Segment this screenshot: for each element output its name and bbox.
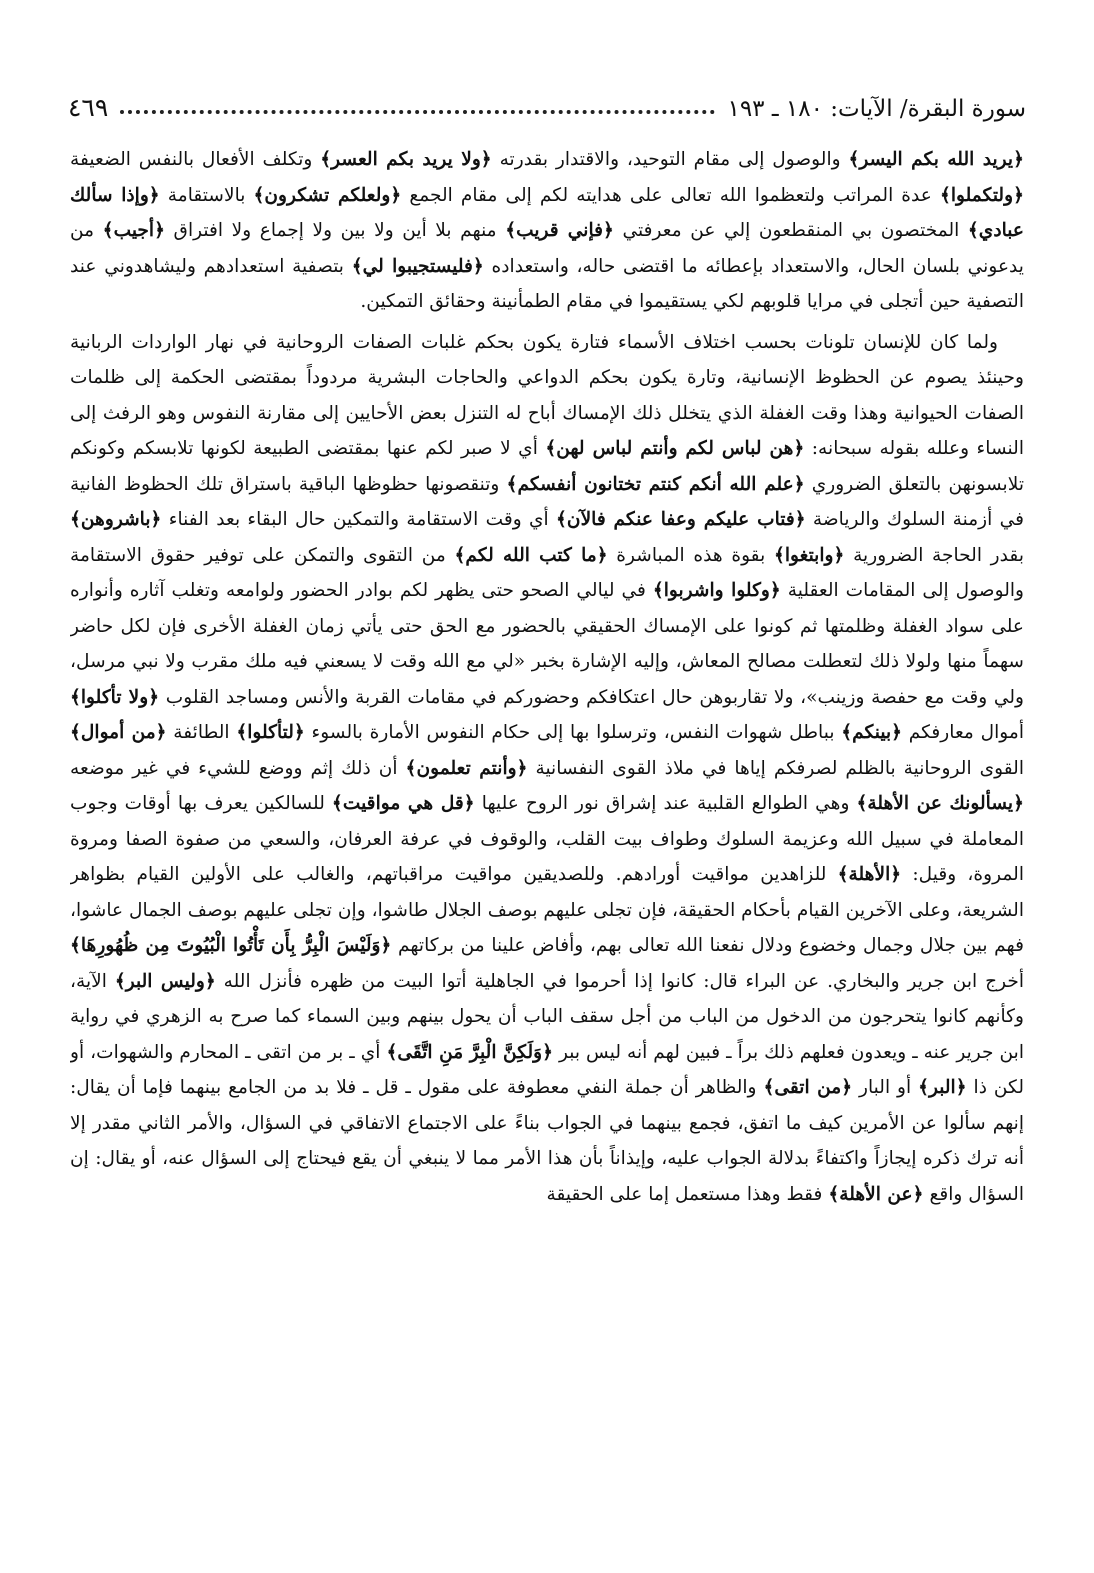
body-text: منهم بلا أين ولا بين ولا إجماع ولا افتراق	[165, 220, 506, 241]
quran-quote: ﴿وليس البر﴾	[114, 970, 216, 992]
body-text: وتكلف الأفعال بالنفس الضعيفة	[70, 149, 321, 170]
quran-quote: ﴿وأنتم تعلمون﴾	[405, 757, 528, 779]
body-text: والوصول إلى مقام التوحيد، والاقتدار بقدرته	[491, 149, 849, 170]
running-title: سورة البقرة/ الآيات: ١٨٠ ـ ١٩٣	[727, 96, 1026, 122]
quran-quote: ﴿ولتكملوا﴾	[939, 184, 1024, 206]
body-text: أخرج ابن جرير والبخاري. عن البراء قال: كانوا إذا أحرموا في الجاهلية أتوا البيت من ظهره فأنزل الله	[215, 970, 1024, 992]
quran-quote: ﴿يريد الله بكم اليسر﴾	[848, 149, 1024, 170]
paragraph	[70, 142, 1024, 320]
quran-quote: ﴿ولا تأكلوا﴾	[70, 686, 160, 708]
quran-quote: ﴿هن لباس لكم وأنتم لباس لهن﴾	[545, 438, 805, 459]
quran-quote: ﴿ما كتب الله لكم﴾	[454, 544, 608, 566]
quran-quote: ﴿علم الله أنكم كنتم تختانون أنفسكم﴾	[506, 473, 805, 495]
body-text: للسالكين يعرف بها أوقات وجوب المعاملة في سبيل الله وعزيمة السلوك وطواف بيت القلب، والوقوف في عرفة العرفان، والسعي من صفوة الصفا ومروة المروة، وقيل:	[70, 793, 1024, 885]
body-text: بقدر الحاجة الضرورية	[844, 544, 1024, 566]
body-text: من يدعوني بلسان الحال، والاستعداد بإعطائه ما اقتضى حاله، واستعداده	[70, 220, 1024, 277]
quran-quote: ﴿وابتغوا﴾	[773, 544, 845, 566]
paragraph	[70, 325, 1024, 1213]
quran-quote: ﴿فليستجيبوا لي﴾	[351, 255, 484, 277]
body-text: بالاستقامة	[159, 184, 254, 206]
body-text: أن ذلك إثم ووضع للشيء في غير موضعه	[70, 757, 406, 779]
body-text: للزاهدين مواقيت أورادهم. وللصديقين مواقيت مراقباتهم، والغالب على الأولين القيام بظواهر الشريعة، وعلى الآخرين القيام بأحكام الحقيقة، فإن تجلى عليهم بوصف الجلال طاشوا، وإن تجلى عليهم بوصف الجمال عاشوا، فهم بين جلال وجمال وخضوع ودلال نفعنا الله تعالى بهم، وأفاض علينا من بركاتهم	[70, 864, 1024, 956]
body-text: أو البار	[852, 1077, 919, 1098]
quran-quote: ﴿عن الأهلة﴾	[828, 1183, 924, 1205]
body-text: الطائفة	[166, 722, 237, 743]
body-text: الآية، وكأنهم كانوا يتحرجون من الدخول من الباب من أجل سقف الباب أن يحول بينهم وبين السماء كما صرح به الزهري في رواية ابن جرير عنه ـ ويعدون فعلهم ذلك براً ـ فبين لهم أنه ليس ببر	[70, 970, 1024, 1063]
quran-quote: ﴿قل هي مواقيت﴾	[331, 793, 475, 814]
quran-quote: ﴿فتاب عليكم وعفا عنكم فالآن﴾	[556, 509, 806, 530]
quran-quote: ﴿وكلوا واشربوا﴾	[652, 580, 781, 601]
body-text: المختصون بي المنقطعون إلي عن معرفتي	[613, 220, 968, 241]
page-header	[68, 82, 1026, 122]
body-text: بتصفية استعدادهم وليشاهدوني عند التصفية حين أتجلى في مرايا قلوبهم لكي يستقيموا في مقام الطمأنينة وحقائق التمكين.	[70, 255, 1024, 312]
quran-quote: ﴿وإذا سألك عبادي﴾	[70, 184, 1024, 241]
quran-quote: ﴿فإني قريب﴾	[505, 220, 614, 241]
quran-quote: ﴿من اتقى﴾	[763, 1077, 853, 1098]
quran-quote: ﴿وَلَكِنَّ الْبِرَّ مَنِ اتَّقَى﴾	[386, 1041, 554, 1063]
quran-quote: ﴿من أموال﴾	[70, 722, 167, 743]
quran-quote: ﴿لتأكلوا﴾	[236, 722, 305, 743]
quran-quote: ﴿بينكم﴾	[841, 722, 903, 743]
body-text: بباطل شهوات النفس، وترسلوا بها إلى حكام النفوس الأمارة بالسوء	[304, 722, 842, 743]
body-text: أي لا صبر لكم عنها بمقتضى الطبيعة لكونها تلابسكم وكونكم تلابسونهن بالتعلق الضروري	[70, 438, 1024, 495]
body-text: وهي الطوالع القلبية عند إشراق نور الروح عليها	[474, 793, 857, 814]
quran-quote: ﴿ولعلكم تشكرون﴾	[253, 184, 402, 206]
body-text: أموال معارفكم	[902, 722, 1024, 743]
page-body	[70, 142, 1024, 1542]
quran-quote: ﴿البر﴾	[918, 1077, 967, 1098]
body-text: ولما كان للإنسان تلونات بحسب اختلاف الأسماء فتارة يكون بحكم غلبات الصفات الروحانية في نهار الواردات الربانية وحينئذ يصوم عن الحظوظ الإنسانية، وتارة يكون بحكم الدواعي والحاجات البشرية مردوداً بمقتضى الحكمة إلى ظلمات الصفات الحيوانية وهذا وقت الغفلة الذي يتخلل ذلك الإمساك أباح له التنزل بعض الأحايين إلى مقارنة النفوس وهو الرفث إلى النساء وعلله بقوله سبحانه:	[70, 331, 1024, 459]
quran-quote: ﴿باشروهن﴾	[70, 509, 162, 530]
quran-quote: ﴿يسألونك عن الأهلة﴾	[856, 793, 1024, 814]
body-text: من التقوى والتمكن على توفير حقوق الاستقامة والوصول إلى المقامات العقلية	[70, 544, 1024, 601]
body-text: والظاهر أن جملة النفي معطوفة على مقول ـ قل ـ فلا بد من الجامع بينهما فإما أن يقال: إنهم سألوا عن الأمرين كيف ما اتفق، فجمع بينهما في الجواب بناءً على الاجتماع الاتفاقي في السؤال، والأمر الثاني مقدر إلا أنه ترك ذكره إيجازاً واكتفاءً بدلالة الجواب عليه، وإيذاناً بأن هذا الأمر مما لا ينبغي أن يقع فيحتاج إلى السؤال عنه، أو يقال: إن السؤال واقع	[70, 1077, 1024, 1205]
body-text: أي ـ بر من اتقى ـ المحارم والشهوات، أو لكن ذا	[70, 1041, 1024, 1098]
quran-quote: ﴿الأهلة﴾	[837, 864, 902, 885]
quran-quote: ﴿وَلَيْسَ الْبِرُّ بِأَن تَأْتُوا الْبُيُوتَ مِن ظُهُورِهَا﴾	[70, 935, 392, 956]
quran-quote: ﴿ولا يريد بكم العسر﴾	[320, 149, 492, 170]
page-number: ٤٦٩	[68, 93, 109, 122]
body-text: وتنقصونها حظوظها الباقية باستراق تلك الحظوظ الفانية في أزمنة السلوك والرياضة	[70, 473, 1024, 530]
dotted-leader	[120, 110, 715, 114]
body-text: عدة المراتب ولتعظموا الله تعالى على هدايته لكم إلى مقام الجمع	[401, 184, 940, 206]
body-text: فقط وهذا مستعمل إما على الحقيقة	[546, 1183, 829, 1205]
body-text: في ليالي الصحو حتى يظهر لكم بوادر الحضور ولوامعه وتغلب آثاره وأنواره على سواد الغفلة وظلمتها ثم كونوا على الإمساك الحقيقي بالحضور مع الحق حتى يأتي زمان الغفلة الأخرى فإن لكل حاضر سهماً منها ولولا ذلك لتعطلت مصالح المعاش، وإليه الإشارة بخبر «لي مع الله وقت لا يسعني فيه ملك مقرب ولا نبي مرسل، ولي وقت مع حفصة وزينب»، ولا تقاربوهن حال اعتكافكم وحضوركم في مقامات القربة والأنس ومساجد القلوب	[70, 580, 1024, 708]
body-text: بقوة هذه المباشرة	[607, 544, 774, 566]
body-text: القوى الروحانية بالظلم لصرفكم إياها في ملاذ القوى النفسانية	[527, 757, 1024, 779]
body-text: أي وقت الاستقامة والتمكين حال البقاء بعد الفناء	[161, 509, 557, 530]
quran-quote: ﴿أجيب﴾	[102, 220, 165, 241]
